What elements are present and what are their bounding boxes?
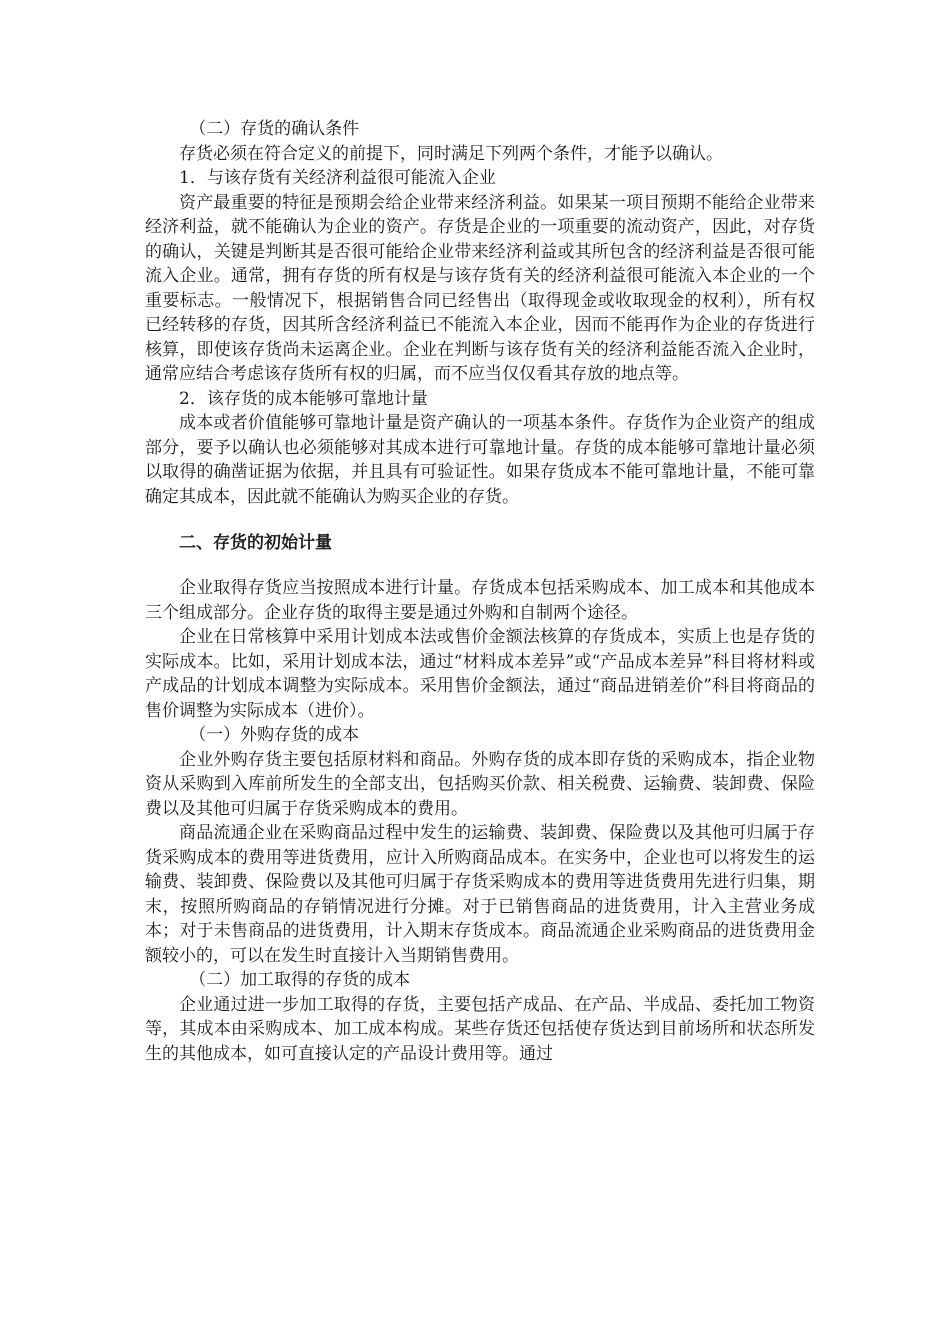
subsection-title-purchased: （一）外购存货的成本 <box>189 725 360 745</box>
condition-1-title: 1．与该存货有关经济利益很可能流入企业 <box>179 168 496 188</box>
condition-2-title: 2．该存货的成本能够可靠地计量 <box>179 388 428 409</box>
condition-1-body: 资产最重要的特征是预期会给企业带来经济利益。如果某一项目预期不能给企业带来经济利益，就不能确认为企业的资产。存货是企业的一项重要的流动资产，因此，对存货的确认，关键是判断其是否很可能给企业带来经济利益或其所包含的经济利益是否很可能流入企业。通常，拥有存货的所有权是与该存货有关的经济利益很可能流入本企业的一个重要标志。一般情况下，根据销售合同已经售出（取得现金或收取现金的权利），所有权已经转移的存货，因其所含经济利益已不能流入本企业，因而不能再作为企业的存货进行核算，即使该存货尚未运离企业。企业在判断与该存货有关的经济利益能否流入企业时，通常应结合考虑该存货所有权的归属，而不应当仅仅看其存放的地点等。 <box>145 192 815 384</box>
paragraph-recognition-intro: 存货必须在符合定义的前提下，同时满足下列两个条件，才能予以确认。 <box>179 143 723 164</box>
section-subtitle-recognition: （二）存货的确认条件 <box>189 119 360 139</box>
paragraph-processed-1: 企业通过进一步加工取得的存货，主要包括产成品、在产品、半成品、委托加工物资等，其成本由采购成本、加工成本构成。某些存货还包括使存货达到目前场所和状态所发生的其他成本，如可直接认定的产品设计费用等。通过 <box>145 994 815 1064</box>
condition-2-body: 成本或者价值能够可靠地计量是资产确认的一项基本条件。存货作为企业资产的组成部分，要予以确认也必须能够对其成本进行可靠地计量。存货的成本能够可靠地计量必须以取得的确凿证据为依据，并且具有可验证性。如果存货成本不能可靠地计量，不能可靠确定其成本，因此就不能确认为购买企业的存货。 <box>145 413 815 507</box>
paragraph-initial-2: 企业在日常核算中采用计划成本法或售价金额法核算的存货成本，实质上也是存货的实际成本。比如，采用计划成本法，通过“材料成本差异”或“产品成本差异”科目将材料或产成品的计划成本调整为实际成本。采用售价金额法，通过“商品进销差价”科目将商品的售价调整为实际成本（进价）。 <box>145 627 815 721</box>
paragraph-initial-1: 企业取得存货应当按照成本进行计量。存货成本包括采购成本、加工成本和其他成本三个组成部分。企业存货的取得主要是通过外购和自制两个途径。 <box>145 578 815 623</box>
subsection-title-processed: （二）加工取得的存货的成本 <box>189 970 411 990</box>
paragraph-purchased-2: 商品流通企业在采购商品过程中发生的运输费、装卸费、保险费以及其他可归属于存货采购成本的费用等进货费用，应计入所购商品成本。在实务中，企业也可以将发生的运输费、装卸费、保险费以及其他可归属于存货采购成本的费用等进货费用先进行归集，期末，按照所购商品的存销情况进行分摊。对于已销售商品的进货费用，计入主营业务成本；对于未售商品的进货费用，计入期末存货成本。商品流通企业采购商品的进货费用金额较小的，可以在发生时直接计入当期销售费用。 <box>145 823 815 966</box>
document-page <box>145 117 815 1066</box>
section-heading-initial-measurement: 二、存货的初始计量 <box>179 533 332 553</box>
paragraph-purchased-1: 企业外购存货主要包括原材料和商品。外购存货的成本即存货的采购成本，指企业物资从采购到入库前所发生的全部支出，包括购买价款、相关税费、运输费、装卸费、保险费以及其他可归属于存货采购成本的费用。 <box>145 749 815 819</box>
